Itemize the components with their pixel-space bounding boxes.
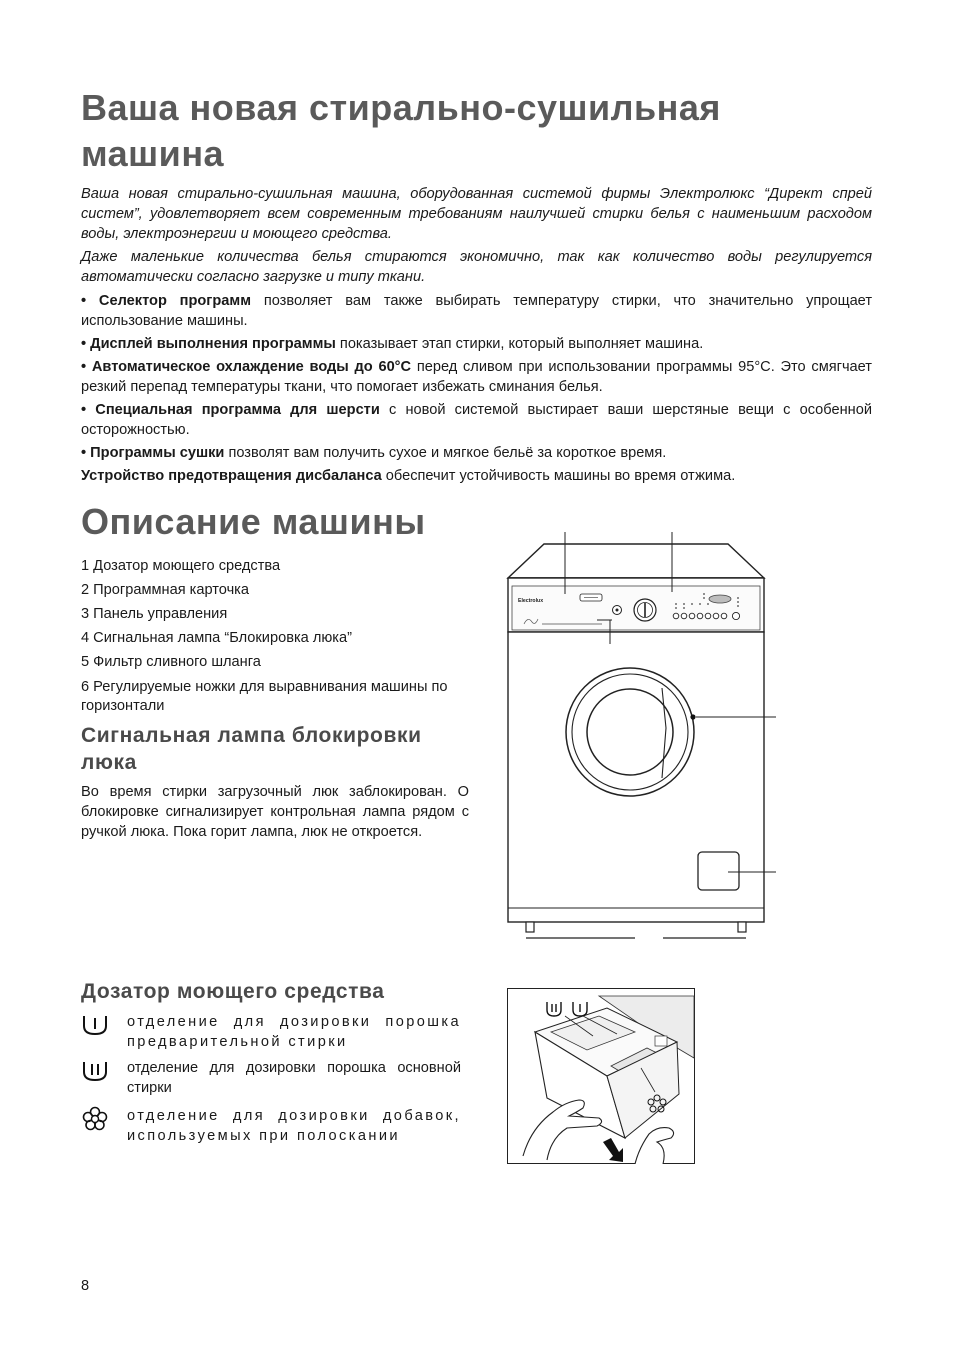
page-title-line1: Ваша новая стирально-сушильная	[81, 87, 721, 128]
softener-text: отделение для дозировки добавок, используемых при полоскании	[127, 1108, 461, 1144]
dispenser-title: Дозатор моющего средства	[81, 980, 385, 1003]
list-item	[81, 1058, 461, 1098]
list-item: 6 Регулируемые ножки для выравнивания машины по горизонтали	[81, 679, 448, 714]
intro-paragraph-1: Ваша новая стирально-сушильная машина, оборудованная системой фирмы Электролюкс “Директ спрей систем”, удовлетворяет всем современным требованиям наилучшей стирки белья с наименьшим расходом воды, электроэнергии и моющего средства.	[81, 186, 872, 242]
list-item	[81, 1106, 461, 1146]
feature-item: • Автоматическое охлаждение воды до 60°C перед сливом при использовании программы 95°C. Это смягчает резкий перепад температуры ткани, что помогает избежать сминания белья.	[81, 359, 872, 395]
list-item: 3 Панель управления	[81, 606, 228, 622]
feature-item: • Программы сушки позволят вам получить сухое и мягкое бельё за короткое время.	[81, 445, 667, 461]
intro-paragraph-2: Даже маленькие количества белья стираются экономично, так как количество воды регулируется автоматически согласно загрузке и типу ткани.	[81, 249, 872, 285]
feature-item: • Селектор программ позволяет вам также выбирать температуру стирки, что значительно упрощает использование машины.	[81, 293, 873, 329]
list-item: 5 Фильтр сливного шланга	[81, 654, 261, 670]
intro-section	[81, 184, 872, 486]
list-item: 4 Сигнальная лампа “Блокировка люка”	[81, 630, 352, 646]
brand-label: Electrolux	[518, 598, 544, 604]
list-item	[81, 1012, 461, 1052]
description-title: Описание машины	[81, 501, 426, 542]
softener-flower-icon	[81, 1106, 109, 1132]
list-item: 1 Дозатор моющего средства	[81, 558, 281, 574]
page-number: 8	[81, 1278, 90, 1294]
parts-list	[81, 554, 473, 716]
feature-item: • Специальная программа для шерсти с новой системой выстирает ваши шерстяные вещи с особенной осторожностью.	[81, 402, 872, 438]
prewash-compartment-icon	[81, 1012, 109, 1038]
mainwash-compartment-icon	[81, 1058, 109, 1084]
mainwash-text: отделение для дозировки порошка основной стирки	[127, 1060, 461, 1096]
prewash-text: отделение для дозировки порошка предварительной стирки	[127, 1014, 461, 1050]
feature-item: • Дисплей выполнения программы показывает этап стирки, который выполняет машина.	[81, 336, 704, 352]
door-lock-text: Во время стирки загрузочный люк заблокирован. О блокировке сигнализирует контрольная лампа рядом с ручкой люка. Пока горит лампа, люк не откроется.	[81, 784, 469, 840]
list-item: 2 Программная карточка	[81, 582, 250, 598]
dispenser-drawer-illustration	[507, 988, 695, 1164]
balance-note: Устройство предотвращения дисбаланса обеспечит устойчивость машины во время отжима.	[81, 468, 736, 484]
washing-machine-illustration	[490, 528, 780, 944]
page-title-line2: машина	[81, 133, 225, 174]
door-lock-title: Сигнальная лампа блокировки люка	[81, 724, 422, 774]
